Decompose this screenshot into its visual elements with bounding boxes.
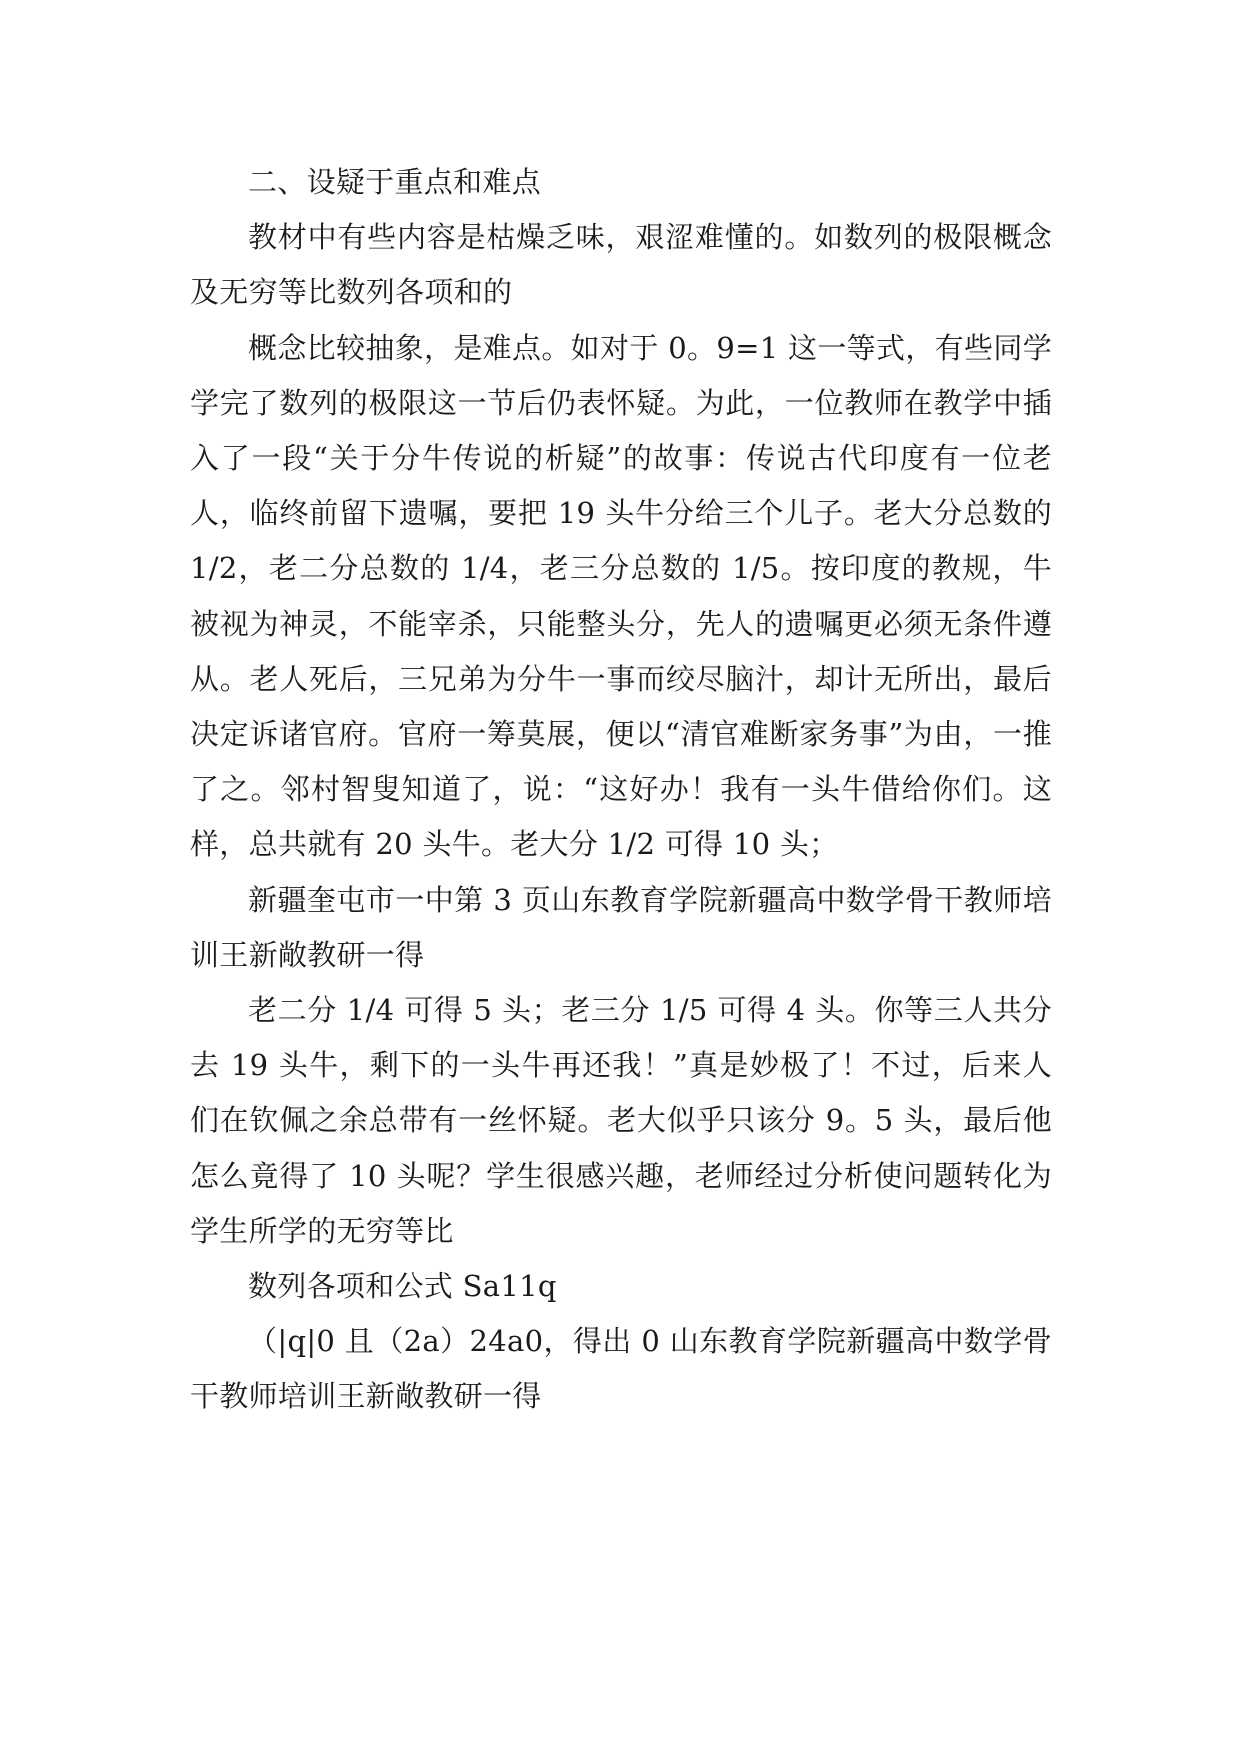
section-heading: 二、设疑于重点和难点 <box>248 165 542 199</box>
paragraph-condition: （|q|0 且（2a）24a0，得出 0 山东教育学院新疆高中数学骨干教师培训王新敞教研一得 <box>190 1324 1052 1414</box>
paragraph-story-continued: 老二分 1/4 可得 5 头；老三分 1/5 可得 4 头。你等三人共分去 19 头牛，剩下的一头牛再还我！”真是妙极了！不过，后来人们在钦佩之余总带有一丝怀疑。老大似乎只该分 9。5 头，最后他怎么竟得了 10 头呢？学生很感兴趣，老师经过分析使问题转化为学生所学的无穷等比 <box>190 993 1052 1248</box>
paragraph-formula: 数列各项和公式 Sa11q <box>248 1269 557 1304</box>
paragraph-footer-note: 新疆奎屯市一中第 3 页山东教育学院新疆高中数学骨干教师培训王新敞教研一得 <box>190 882 1052 972</box>
paragraph-intro: 教材中有些内容是枯燥乏味，艰涩难懂的。如数列的极限概念及无穷等比数列各项和的 <box>190 220 1052 310</box>
paragraph-story: 概念比较抽象，是难点。如对于 0。9=1 这一等式，有些同学学完了数列的极限这一节后仍表怀疑。为此，一位教师在教学中插入了一段“关于分牛传说的析疑”的故事：传说古代印度有一位老人，临终前留下遗嘱，要把 19 头牛分给三个儿子。老大分总数的 1/2，老二分总数的 1/4，老三分总数的 1/5。按印度的教规，牛被视为神灵，不能宰杀，只能整头分，先人的遗嘱更必须无条件遵从。老人死后，三兄弟为分牛一事而绞尽脑汁，却计无所出，最后决定诉诸官府。官府一筹莫展，便以“清官难断家务事”为由，一推了之。邻村智叟知道了，说：“这好办！我有一头牛借给你们。这样，总共就有 20 头牛。老大分 1/2 可得 10 头； <box>190 330 1052 862</box>
document-body <box>190 155 1052 1425</box>
